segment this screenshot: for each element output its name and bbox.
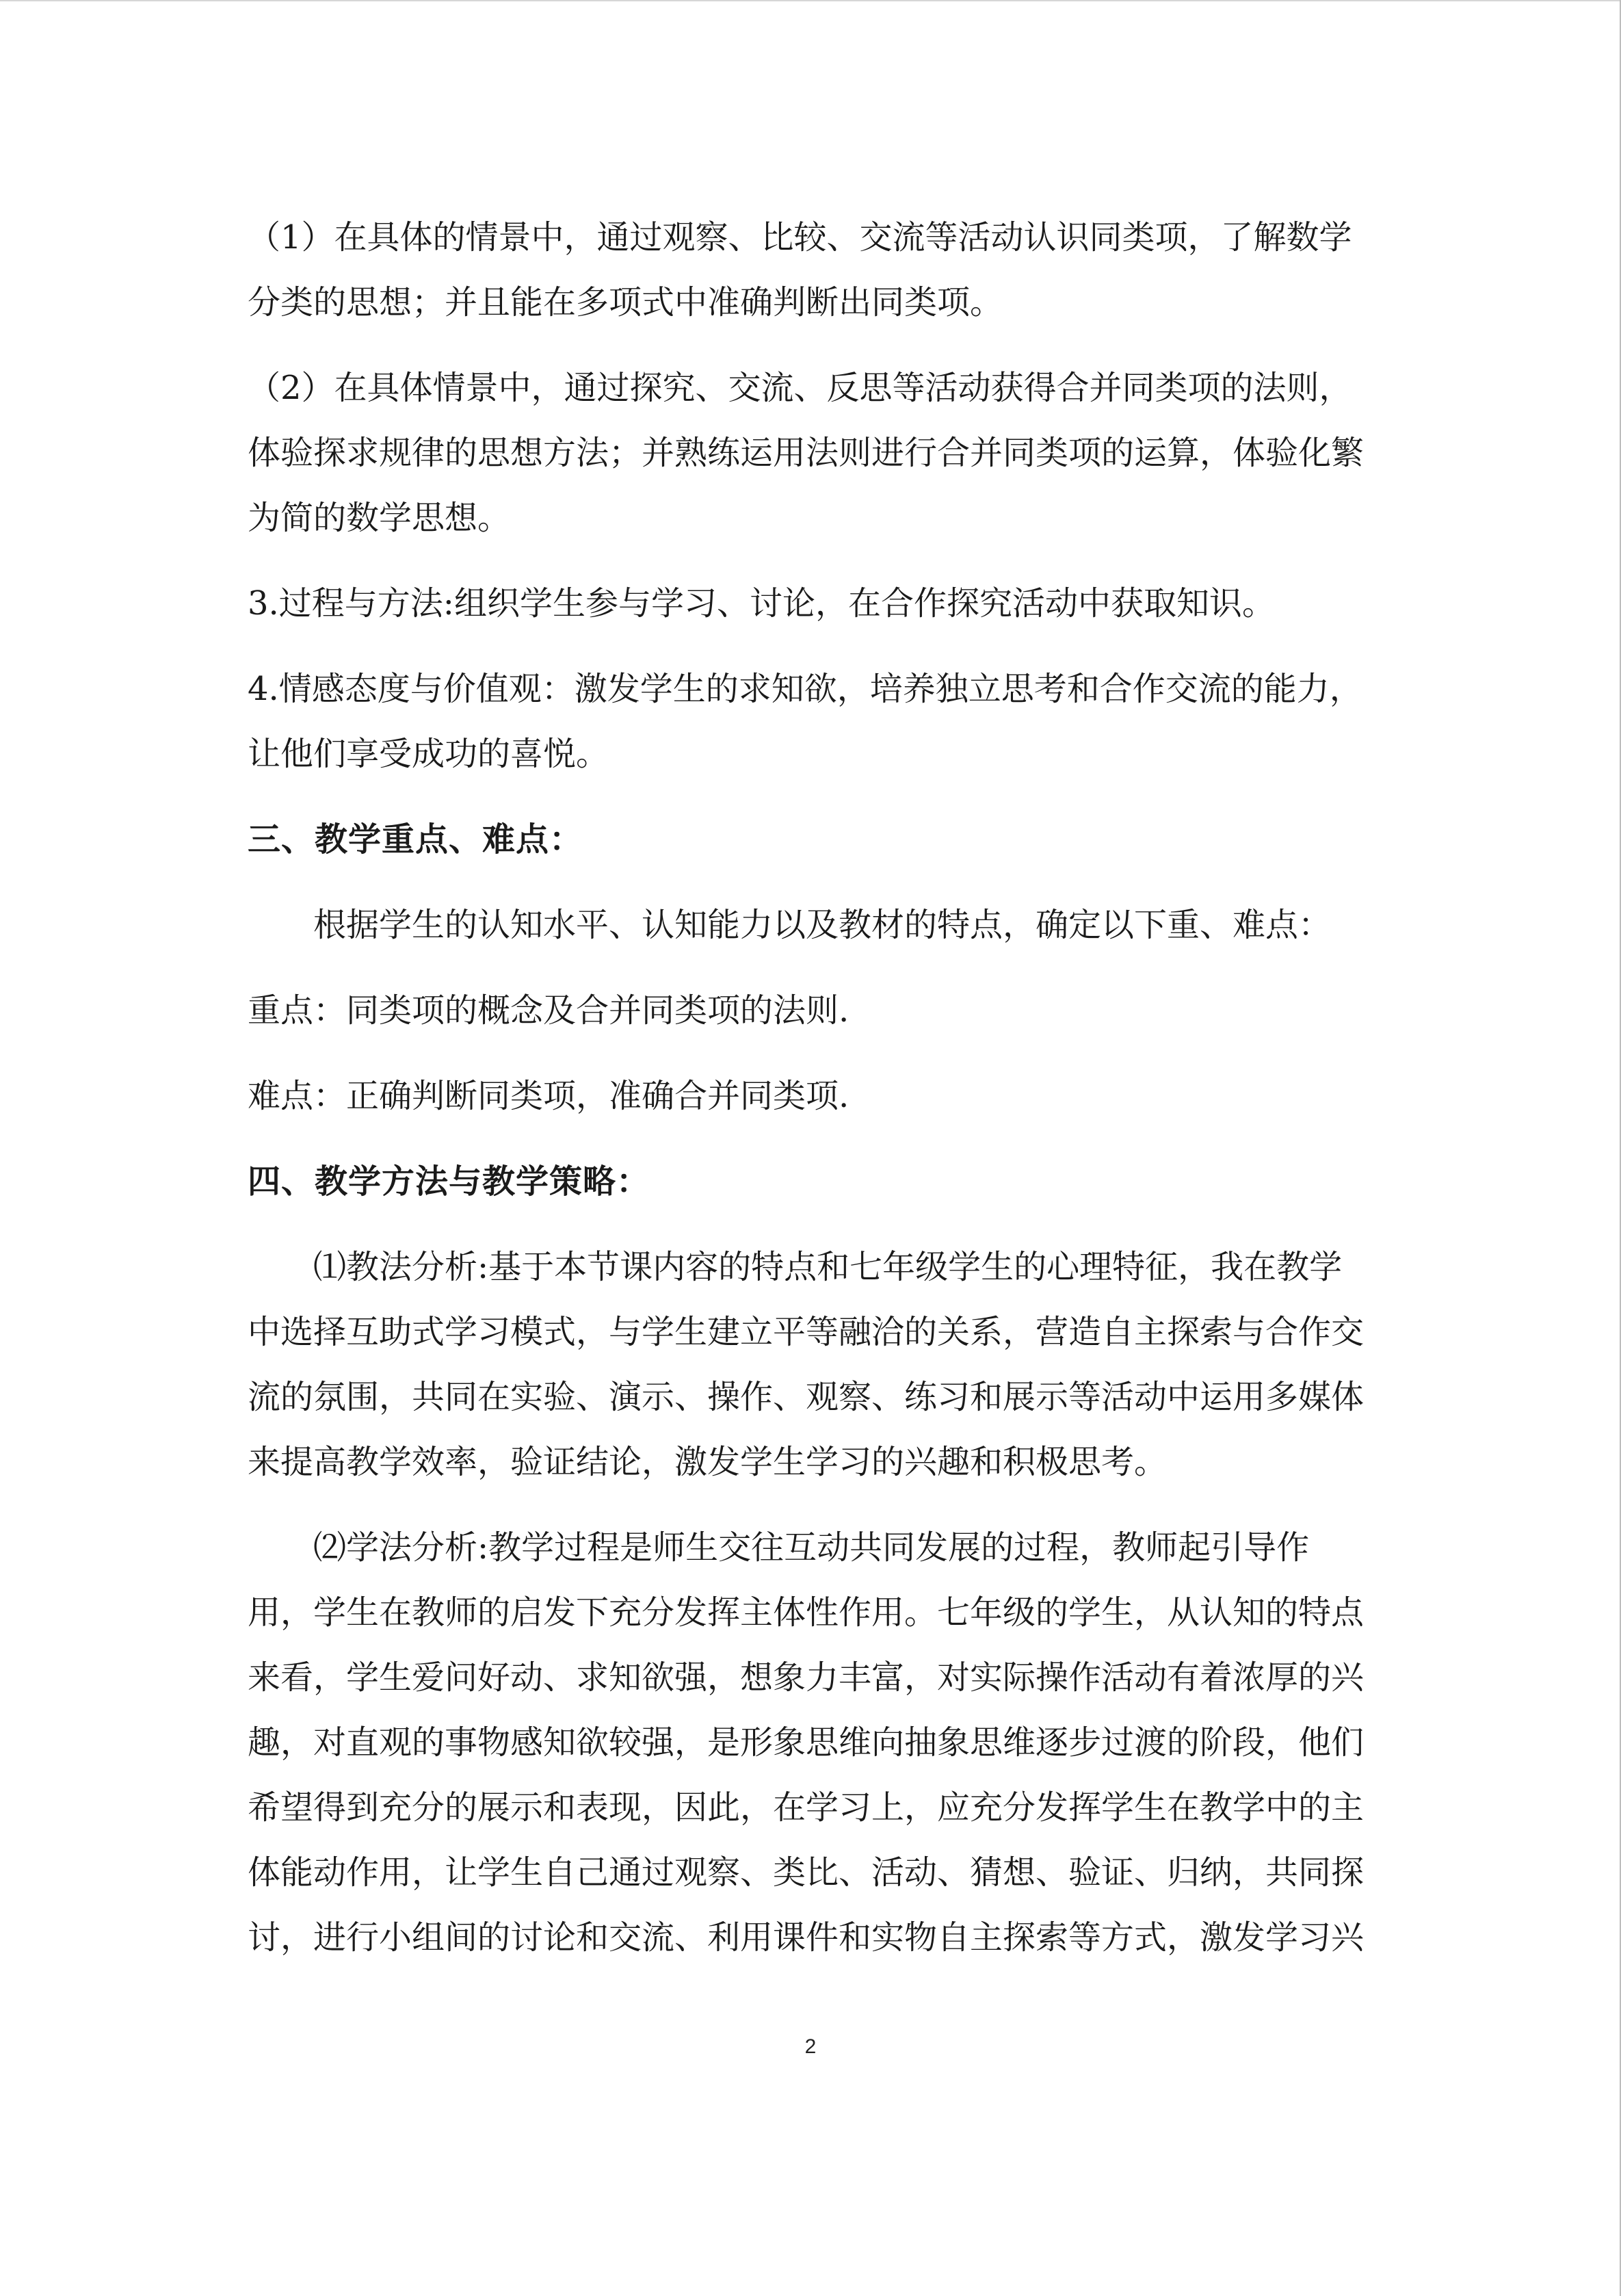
document-body [248,205,1369,1970]
text-line: 希望得到充分的展示和表现，因此，在学习上，应充分发挥学生在教学中的主 [248,1788,1365,1827]
text-line: 中选择互助式学习模式，与学生建立平等融洽的关系，营造自主探索与合作交 [248,1313,1365,1351]
objective-2-paragraph [248,356,1369,551]
text-line: 4.情感态度与价值观：激发学生的求知欲，培养独立思考和合作交流的能力， [248,670,1362,708]
text-line: 来看，学生爱问好动、求知欲强，想象力丰富，对实际操作活动有着浓厚的兴 [248,1658,1365,1697]
text-line: （1）在具体的情景中，通过观察、比较、交流等活动认识同类项，了解数学 [248,218,1352,257]
text-line: 来提高教学效率，验证结论，激发学生学习的兴趣和积极思考。 [248,1443,1168,1481]
learning-analysis-paragraph [248,1515,1369,1970]
text-line: 分类的思想；并且能在多项式中准确判断出同类项。 [248,283,1003,322]
section-4-heading: 四、教学方法与教学策略： [248,1162,650,1201]
key-point: 重点：同类项的概念及合并同类项的法则. [248,991,849,1030]
difficult-point: 难点：正确判断同类项，准确合并同类项. [248,1077,849,1115]
text-line: 流的氛围，共同在实验、演示、操作、观察、练习和展示等活动中运用多媒体 [248,1378,1365,1416]
text-line: 讨，进行小组间的讨论和交流、利用课件和实物自主探索等方式，激发学习兴 [248,1918,1365,1957]
text-line: 让他们享受成功的喜悦。 [248,735,609,773]
objective-1-paragraph [248,205,1369,335]
section-3-intro: 根据学生的认知水平、认知能力以及教材的特点，确定以下重、难点： [313,906,1332,944]
text-line: （2）在具体情景中，通过探究、交流、反思等活动获得合并同类项的法则， [248,369,1352,407]
text-line: ⑴教法分析:基于本节课内容的特点和七年级学生的心理特征，我在教学 [313,1248,1343,1286]
process-method-paragraph [248,571,1369,636]
page-top-edge [0,0,1621,1]
text-line: ⑵学法分析:教学过程是师生交往互动共同发展的过程，教师起引导作 [313,1528,1310,1567]
text-line: 3.过程与方法:组织学生参与学习、讨论，在合作探究活动中获取知识。 [248,584,1275,623]
text-line: 体能动作用，让学生自己通过观察、类比、活动、猜想、验证、归纳，共同探 [248,1853,1365,1892]
attitude-paragraph [248,657,1369,787]
text-line: 体验探求规律的思想方法；并熟练运用法则进行合并同类项的运算，体验化繁 [248,434,1365,472]
teaching-analysis-paragraph [248,1235,1369,1495]
text-line: 趣，对直观的事物感知欲较强，是形象思维向抽象思维逐步过渡的阶段，他们 [248,1723,1365,1762]
page-number: 2 [804,2035,817,2058]
text-line: 为简的数学思想。 [248,499,511,537]
section-3-heading: 三、教学重点、难点： [248,820,583,859]
text-line: 用，学生在教师的启发下充分发挥主体性作用。七年级的学生，从认知的特点 [248,1593,1365,1632]
